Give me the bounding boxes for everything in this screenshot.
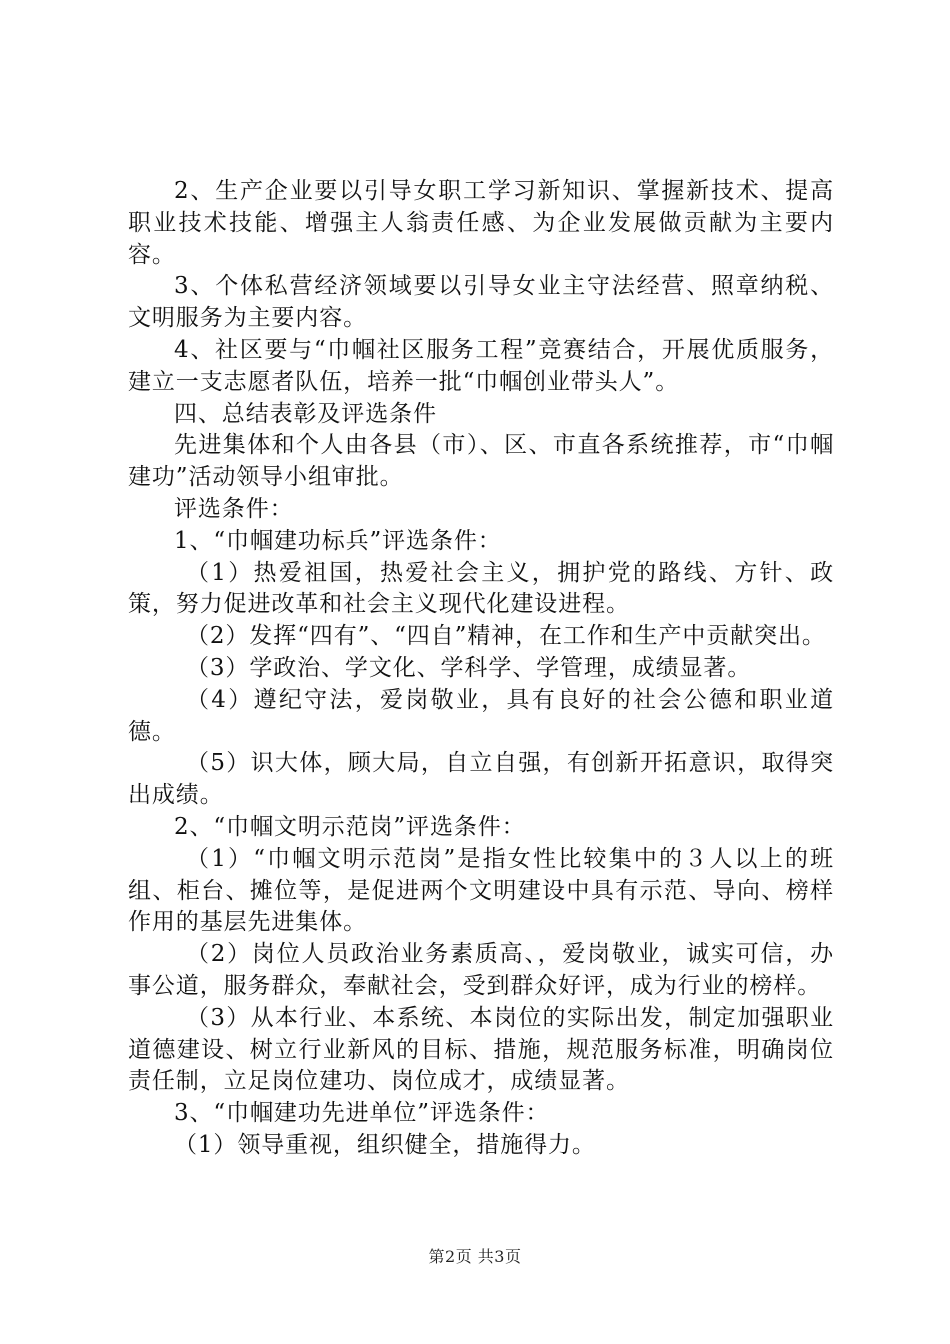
criterion-item: （2）岗位人员政治业务素质高、，爱岗敬业，诚实可信，办事公道，服务群众，奉献社会，受到群众好评，成为行业的榜样。 [128, 941, 834, 999]
heading-advanced-unit-criteria: 3、“巾帼建功先进单位”评选条件： [174, 1100, 550, 1127]
criterion-item: （5）识大体，顾大局，自立自强，有创新开拓意识，取得突出成绩。 [128, 750, 834, 809]
paragraph-recommendation: 先进集体和个人由各县（市）、区、市直各系统推荐，市“巾帼建功”活动领导小组审批。 [128, 432, 834, 491]
document-body [128, 176, 834, 1162]
heading-model-worker-criteria: 1、“巾帼建功标兵”评选条件： [174, 527, 502, 554]
criterion-item: （3）学政治、学文化、学科学、学管理，成绩显著。 [186, 654, 752, 681]
page-number-footer: 第2页 共3页 [428, 1247, 522, 1266]
paragraph-production-enterprises: 2、生产企业要以引导女职工学习新知识、掌握新技术、提高职业技术技能、增强主人翁责任感、为企业发展做贡献为主要内容。 [128, 178, 834, 268]
criterion-item: （3）从本行业、本系统、本岗位的实际出发，制定加强职业道德建设、树立行业新风的目标、措施，规范服务标准，明确岗位责任制，立足岗位建功、岗位成才，成绩显著。 [128, 1004, 834, 1095]
criterion-item: （1）“巾帼文明示范岗”是指女性比较集中的３人以上的班组、柜台、摊位等，是促进两个文明建设中具有示范、导向、榜样作用的基层先进集体。 [128, 845, 834, 936]
criterion-item: （4）遵纪守法，爱岗敬业，具有良好的社会公德和职业道德。 [128, 686, 834, 745]
paragraph-community: 4、社区要与“巾帼社区服务工程”竞赛结合，开展优质服务，建立一支志愿者队伍，培养一批“巾帼创业带头人”。 [128, 336, 834, 395]
paragraph-criteria-label: 评选条件： [174, 495, 294, 522]
criterion-item: （2）发挥“四有”、“四自”精神，在工作和生产中贡献突出。 [186, 623, 826, 650]
section-heading-commendation: 四、总结表彰及评选条件 [174, 400, 437, 427]
criterion-item: （1）领导重视，组织健全，措施得力。 [174, 1131, 596, 1158]
heading-civilized-post-criteria: 2、“巾帼文明示范岗”评选条件： [174, 813, 526, 840]
criterion-item: （1）热爱祖国，热爱社会主义，拥护党的路线、方针、政策，努力促进改革和社会主义现代化建设进程。 [128, 559, 834, 618]
paragraph-private-economy: 3、个体私营经济领域要以引导女业主守法经营、照章纳税、文明服务为主要内容。 [128, 273, 834, 332]
